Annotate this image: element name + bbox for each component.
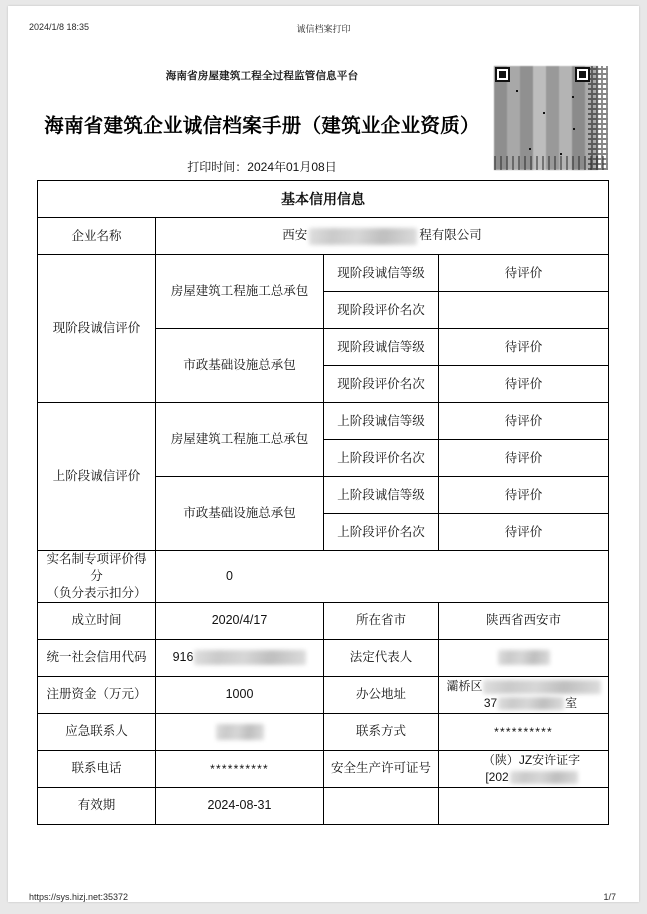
label-current-rank-building: 现阶段评价名次 — [324, 292, 439, 329]
page-title: 海南省建筑企业诚信档案手册（建筑业企业资质） — [44, 115, 480, 137]
value-safety-license — [439, 750, 609, 787]
label-office-address: 办公地址 — [324, 676, 439, 713]
value-validity-period: 2024-08-31 — [156, 787, 324, 824]
label-safety-license: 安全生产许可证号 — [324, 750, 439, 787]
label-realname-score — [38, 551, 156, 603]
table-row — [38, 255, 609, 292]
office-address-suffix: 室 — [565, 695, 578, 710]
table-row — [38, 750, 609, 787]
value-current-rank-building — [439, 292, 609, 329]
redaction-credit-code — [194, 650, 306, 665]
redaction-legal-person — [498, 650, 550, 665]
redaction-emergency-contact — [216, 724, 264, 740]
value-registered-capital: 1000 — [156, 676, 324, 713]
redaction-office-address-1 — [483, 680, 601, 694]
label-current-grade-municipal: 现阶段诚信等级 — [324, 329, 439, 366]
value-current-rank-municipal: 待评价 — [439, 366, 609, 403]
safety-license-line1: （陕）JZ安许证字 — [482, 753, 581, 768]
value-emergency-contact — [156, 713, 324, 750]
print-footer-page-number: 1/7 — [603, 892, 616, 902]
print-header-title: 诚信档案打印 — [296, 24, 351, 34]
value-realname-score: 0 — [156, 551, 609, 603]
print-time: 打印时间：2024年01月08日 — [187, 160, 337, 174]
section-header-basic-credit-info: 基本信用信息 — [38, 181, 609, 218]
label-previous-rank-municipal: 上阶段评价名次 — [324, 514, 439, 551]
label-previous-grade-building: 上阶段诚信等级 — [324, 403, 439, 440]
print-header-datetime: 2024/1/8 18:35 — [29, 22, 90, 32]
label-previous-grade-municipal: 上阶段诚信等级 — [324, 477, 439, 514]
value-current-grade-municipal: 待评价 — [439, 329, 609, 366]
company-name-prefix: 西安 — [282, 228, 308, 243]
company-name-suffix: 程有限公司 — [419, 228, 482, 243]
table-row — [38, 787, 609, 824]
label-current-rank-municipal: 现阶段评价名次 — [324, 366, 439, 403]
table-row — [38, 602, 609, 639]
label-emergency-contact: 应急联系人 — [38, 713, 156, 750]
label-current-stage-evaluation: 现阶段诚信评价 — [38, 255, 156, 403]
value-previous-grade-building: 待评价 — [439, 403, 609, 440]
label-scope-municipal-previous: 市政基础设施总承包 — [156, 477, 324, 551]
value-previous-grade-municipal: 待评价 — [439, 477, 609, 514]
value-company-name — [156, 218, 609, 255]
value-establish-time: 2020/4/17 — [156, 602, 324, 639]
value-previous-rank-municipal: 待评价 — [439, 514, 609, 551]
value-current-grade-building: 待评价 — [439, 255, 609, 292]
table-row — [38, 218, 609, 255]
table-row — [38, 551, 609, 603]
basic-credit-info-table — [37, 180, 609, 825]
value-office-address — [439, 676, 609, 713]
qr-speck — [573, 128, 575, 130]
qr-edge-noise-bottom — [494, 156, 608, 170]
office-address-mid: 37 — [483, 695, 498, 710]
label-establish-time: 成立时间 — [38, 602, 156, 639]
label-validity-period: 有效期 — [38, 787, 156, 824]
qr-edge-noise-right — [588, 66, 608, 170]
redaction-company-name — [309, 228, 417, 245]
print-footer-url: https://sys.hizj.net:35372 — [29, 892, 129, 902]
label-contact-method: 联系方式 — [324, 713, 439, 750]
value-contact-method: ********** — [439, 713, 609, 750]
platform-name: 海南省房屋建筑工程全过程监管信息平台 — [165, 70, 359, 82]
label-realname-score-line1: 实名制专项评价得分 — [46, 552, 147, 583]
table-row — [38, 403, 609, 440]
qr-finder-top-right — [575, 67, 590, 82]
label-legal-person: 法定代表人 — [324, 639, 439, 676]
qr-speck — [543, 112, 545, 114]
table-row — [38, 713, 609, 750]
empty-cell-1 — [324, 787, 439, 824]
value-previous-rank-building: 待评价 — [439, 440, 609, 477]
label-current-grade-building: 现阶段诚信等级 — [324, 255, 439, 292]
label-previous-stage-evaluation: 上阶段诚信评价 — [38, 403, 156, 551]
label-credit-code: 统一社会信用代码 — [38, 639, 156, 676]
qr-speck — [560, 153, 562, 155]
label-company-name: 企业名称 — [38, 218, 156, 255]
value-contact-phone: ********** — [156, 750, 324, 787]
qr-speck — [572, 96, 574, 98]
value-credit-code — [156, 639, 324, 676]
value-province-city: 陕西省西安市 — [439, 602, 609, 639]
label-province-city: 所在省市 — [324, 602, 439, 639]
empty-cell-2 — [439, 787, 609, 824]
office-address-prefix: 灞桥区 — [446, 679, 483, 694]
label-registered-capital: 注册资金（万元） — [38, 676, 156, 713]
qr-speck — [529, 148, 531, 150]
printed-page — [8, 6, 639, 902]
credit-code-prefix: 916 — [172, 650, 194, 665]
redaction-office-address-2 — [498, 697, 564, 710]
label-scope-building-current: 房屋建筑工程施工总承包 — [156, 255, 324, 329]
label-scope-municipal-current: 市政基础设施总承包 — [156, 329, 324, 403]
table-row — [38, 676, 609, 713]
value-legal-person — [439, 639, 609, 676]
label-previous-rank-building: 上阶段评价名次 — [324, 440, 439, 477]
qr-speck — [516, 90, 518, 92]
label-realname-score-line2: （负分表示扣分） — [46, 585, 147, 600]
table-row — [38, 639, 609, 676]
qr-code-icon — [494, 66, 608, 170]
table-row — [38, 181, 609, 218]
label-contact-phone: 联系电话 — [38, 750, 156, 787]
label-scope-building-previous: 房屋建筑工程施工总承包 — [156, 403, 324, 477]
redaction-safety-license — [510, 771, 578, 784]
qr-finder-top-left — [495, 67, 510, 82]
safety-license-line2-prefix: [202 — [485, 769, 509, 784]
